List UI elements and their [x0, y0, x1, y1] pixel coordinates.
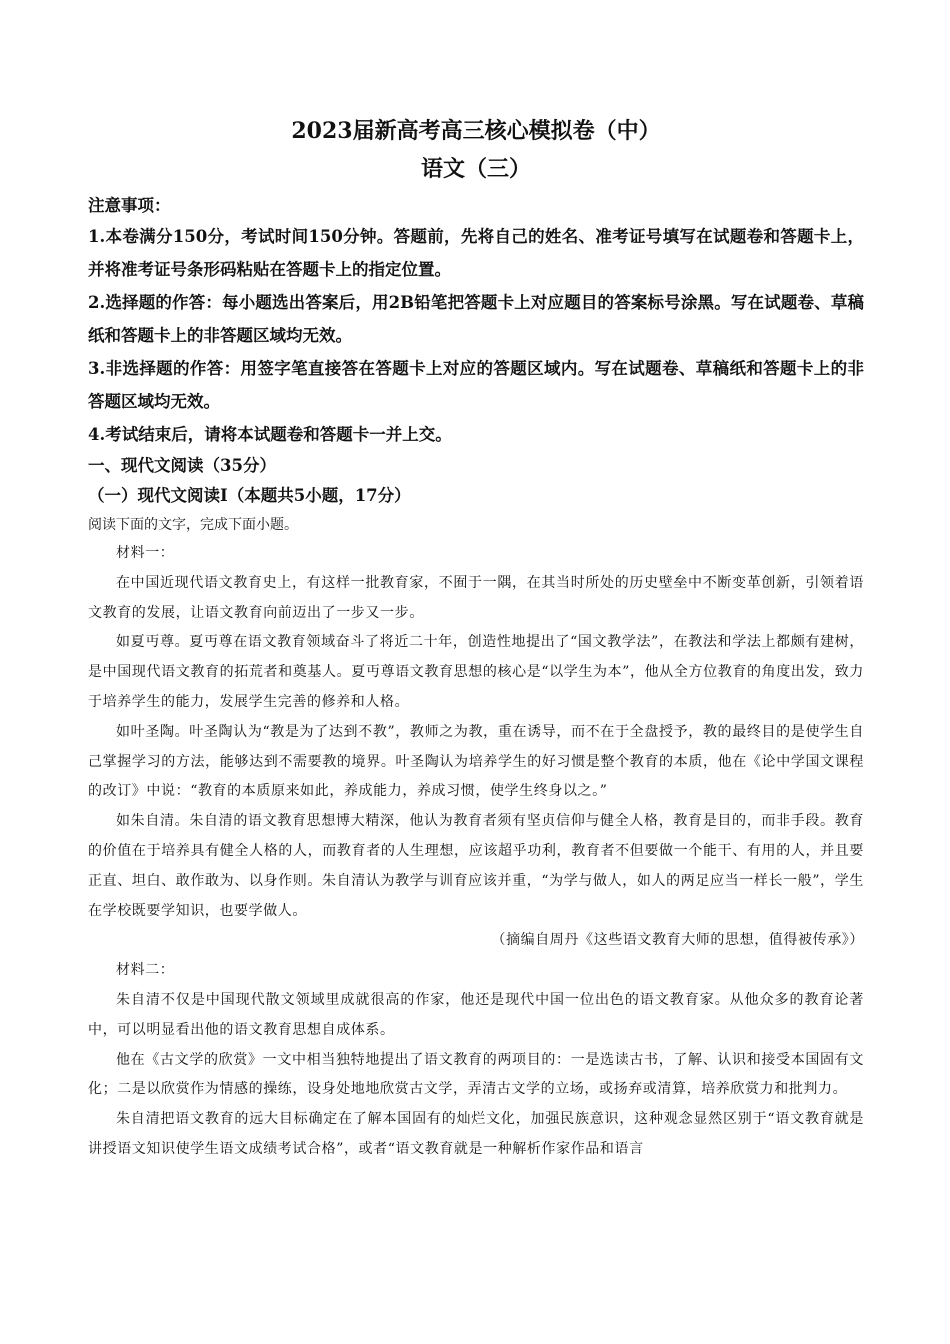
material-paragraph: 如夏丏尊。夏丏尊在语文教育领域奋斗了将近二十年，创造性地提出了“国文教学法”，在教法和学法上都颇有建树，是中国现代语文教育的拓荒者和奠基人。夏丏尊语文教育思想的核心是“以学生为本”，他从全方位教育的角度出发，致力于培养学生的能力，发展学生完善的修养和人格。 [88, 634, 864, 710]
material-paragraph: 他在《古文学的欣赏》一文中相当独特地提出了语文教育的两项目的：一是选读古书，了解、认识和接受本国固有文化；二是以欣赏作为情感的操练，设身处地地欣赏古文学，弄清古文学的立场，或扬弃或清算，培养欣赏力和批判力。 [88, 1051, 864, 1098]
section-heading: 一、现代文阅读（35分） [88, 456, 276, 475]
notice-item: 3.非选择题的作答：用签字笔直接答在答题卡上对应的答题区域内。写在试题卷、草稿纸和答题卡上的非答题区域均无效。 [88, 359, 864, 411]
material-label: 材料二： [116, 962, 175, 979]
exam-subtitle: 语文（三） [420, 156, 531, 182]
material-paragraph: 朱自清不仅是中国现代散文领域里成就很高的作家，他还是现代中国一位出色的语文教育家。从他众多的教育论著中，可以明显看出他的语文教育思想自成体系。 [88, 991, 864, 1038]
reading-instruction: 阅读下面的文字，完成下面小题。 [88, 517, 298, 533]
material-two [88, 956, 864, 1165]
material-paragraph: 如朱自清。朱自清的语文教育思想博大精深，他认为教育者须有坚贞信仰与健全人格，教育是目的，而非手段。教育的价值在于培养具有健全人格的人，而教育者的人生理想，应该超乎功利，教育者不但要做一个能干、有用的人，并且要正直、坦白、敢作敢为、以身作则。朱自清认为教学与训育应该并重，“为学与做人，如人的两足应当一样长一般”，学生在学校既要学知识，也要学做人。 [88, 813, 864, 919]
notice-item: 4.考试结束后，请将本试题卷和答题卡一并上交。 [88, 425, 452, 444]
material-paragraph: 在中国近现代语文教育史上，有这样一批教育家，不囿于一隅，在其当时所处的历史壁垒中不断变革创新，引领着语文教育的发展，让语文教育向前迈出了一步又一步。 [88, 574, 864, 621]
material-paragraph: 如叶圣陶。叶圣陶认为“教是为了达到不教”，教师之为教，重在诱导，而不在于全盘授予，教的最终目的是使学生自己掌握学习的方法，能够达到不需要教的境界。叶圣陶认为培养学生的好习惯是整个教育的本质，他在《论中学国文课程的改订》中说：“教育的本质原来如此，养成能力，养成习惯，使学生终身以之。” [88, 723, 864, 800]
notice-block [88, 192, 864, 451]
notice-item: 1.本卷满分150分，考试时间150分钟。答题前，先将自己的姓名、准考证号填写在试题卷和答题卡上，并将准考证号条形码粘贴在答题卡上的指定位置。 [88, 227, 864, 279]
material-paragraph: 朱自清把语文教育的远大目标确定在了解本国固有的灿烂文化，加强民族意识，这种观念显然区别于“语文教育就是讲授语文知识使学生语文成绩考试合格”，或者“语文教育就是一种解析作家作品和语言 [88, 1111, 864, 1157]
exam-page [88, 112, 864, 1165]
material-source: （摘编自周丹《这些语文教育大师的思想，值得被传承》） [491, 932, 864, 949]
material-one [88, 539, 864, 956]
notice-heading: 注意事项： [88, 196, 171, 215]
material-label: 材料一： [116, 545, 175, 561]
notice-item: 2.选择题的作答：每小题选出答案后，用2B铅笔把答题卡上对应题目的答案标号涂黑。写在试题卷、草稿纸和答题卡上的非答题区域均无效。 [88, 293, 864, 345]
exam-title: 2023届新高考高三核心模拟卷（中） [291, 118, 661, 144]
section-subheading: （一）现代文阅读Ⅰ（本题共5小题，17分） [88, 486, 411, 505]
